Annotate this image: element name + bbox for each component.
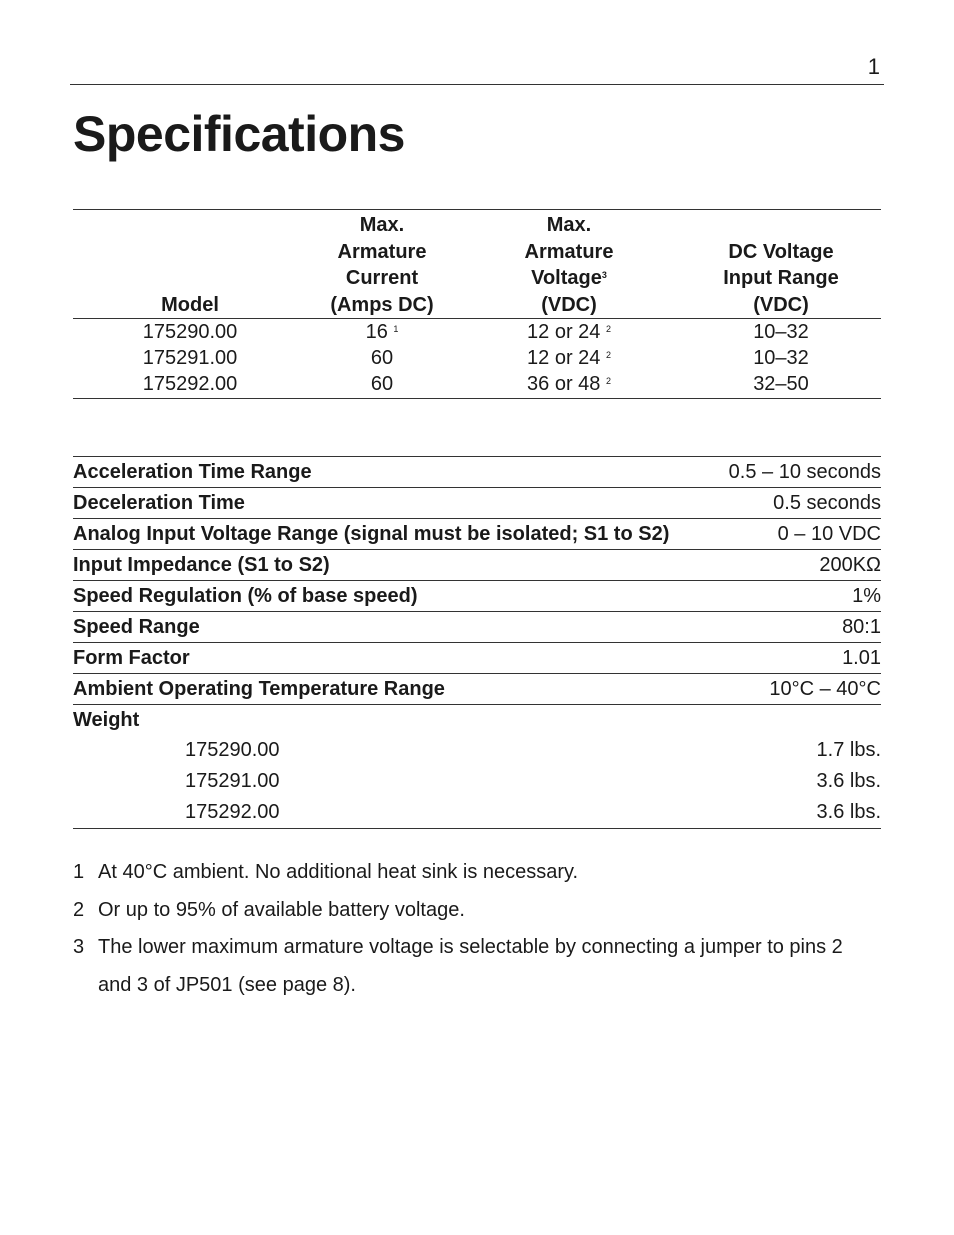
spec-label: Input Impedance (S1 to S2) xyxy=(73,550,717,581)
spec-label: Analog Input Voltage Range (signal must be isolated; S1 to S2) xyxy=(73,519,717,550)
top-rule xyxy=(70,84,884,85)
footnote-number: 1 xyxy=(73,861,85,883)
weight-value: 3.6 lbs. xyxy=(816,770,881,792)
spec-label: Deceleration Time xyxy=(73,488,717,519)
weight-model: 175290.00 xyxy=(185,739,280,761)
spec-label: Form Factor xyxy=(73,643,717,674)
model-table-header xyxy=(73,210,881,319)
spec-row xyxy=(73,643,881,674)
weight-row xyxy=(73,766,881,797)
model-table xyxy=(73,209,881,399)
header-input-range: DC Voltage Input Range (VDC) xyxy=(681,210,881,319)
spec-row xyxy=(73,457,881,488)
footnote-text: The lower maximum armature voltage is selectable by connecting a jumper to pins 2 and 3 of JP501 (see page 8). xyxy=(98,936,843,996)
footnote-number: 2 xyxy=(73,898,85,921)
spec-row xyxy=(73,488,881,519)
spec-value: 0.5 seconds xyxy=(717,488,881,519)
footnotes xyxy=(73,854,873,1004)
weight-label: Weight xyxy=(73,705,881,736)
footnote-text: Or up to 95% of available battery voltage. xyxy=(98,898,465,921)
spec-label: Speed Regulation (% of base speed) xyxy=(73,581,717,612)
spec-label: Acceleration Time Range xyxy=(73,457,717,488)
current-cell: 16 $^1$ xyxy=(365,321,399,343)
voltage-cell: 12 or 24 $^2$ xyxy=(527,321,611,343)
page-number: 1 xyxy=(867,54,880,79)
spec-value: 80:1 xyxy=(717,612,881,643)
footnote-ref: 2 xyxy=(605,376,611,386)
weight-model: 175292.00 xyxy=(73,797,717,829)
header-armature-current: Max. Armature Current (Amps DC) xyxy=(307,210,457,319)
input-range-cell: 32–50 xyxy=(681,371,881,399)
spec-value: 1% xyxy=(717,581,881,612)
input-range-cell: 10–32 xyxy=(753,347,809,369)
spec-row xyxy=(73,612,881,643)
footnote-text: At 40°C ambient. No additional heat sink is necessary. xyxy=(98,861,579,883)
spec-row xyxy=(73,550,881,581)
footnote-ref: 2 xyxy=(605,324,611,334)
voltage-cell: 12 or 24 $^2$ xyxy=(527,347,611,369)
footnote-ref: 2 xyxy=(605,350,611,360)
voltage-cell: 36 or 48 $^2$ xyxy=(457,371,681,399)
table-row xyxy=(73,371,881,399)
spec-value: 0.5 – 10 seconds xyxy=(717,457,881,488)
spec-value: 0 – 10 VDC xyxy=(717,519,881,550)
weight-model: 175291.00 xyxy=(185,770,280,792)
table-row xyxy=(73,319,881,346)
spec-label: Speed Range xyxy=(73,612,717,643)
weight-row xyxy=(73,735,881,766)
weight-value: 1.7 lbs. xyxy=(816,739,881,761)
spec-row xyxy=(73,581,881,612)
current-cell: 60 xyxy=(370,347,394,369)
spec-row xyxy=(73,674,881,705)
model-cell: 175291.00 xyxy=(142,347,238,369)
footnote xyxy=(73,929,873,1004)
footnote-ref: 3 xyxy=(601,270,607,280)
header-armature-voltage: Max. Armature Voltage$^3$ (VDC) xyxy=(457,210,681,319)
model-cell: 175290.00 xyxy=(142,321,238,343)
spec-value: 10°C – 40°C xyxy=(717,674,881,705)
footnote xyxy=(73,854,873,892)
weight-value: 3.6 lbs. xyxy=(717,797,881,829)
spec-row xyxy=(73,519,881,550)
spec-table xyxy=(73,456,881,829)
input-range-cell: 10–32 xyxy=(753,321,809,343)
spec-value: 1.01 xyxy=(717,643,881,674)
weight-row xyxy=(73,797,881,829)
page-title: Specifications xyxy=(73,106,405,162)
table-row xyxy=(73,345,881,371)
spec-value: 200KΩ xyxy=(717,550,881,581)
current-cell: 60 xyxy=(307,371,457,399)
footnote xyxy=(73,892,873,930)
footnote-number: 3 xyxy=(73,936,85,958)
header-model: Model xyxy=(73,210,307,319)
spec-label: Ambient Operating Temperature Range xyxy=(73,674,717,705)
model-cell: 175292.00 xyxy=(73,371,307,399)
weight-row-heading xyxy=(73,705,881,736)
footnote-ref: 1 xyxy=(393,324,399,334)
